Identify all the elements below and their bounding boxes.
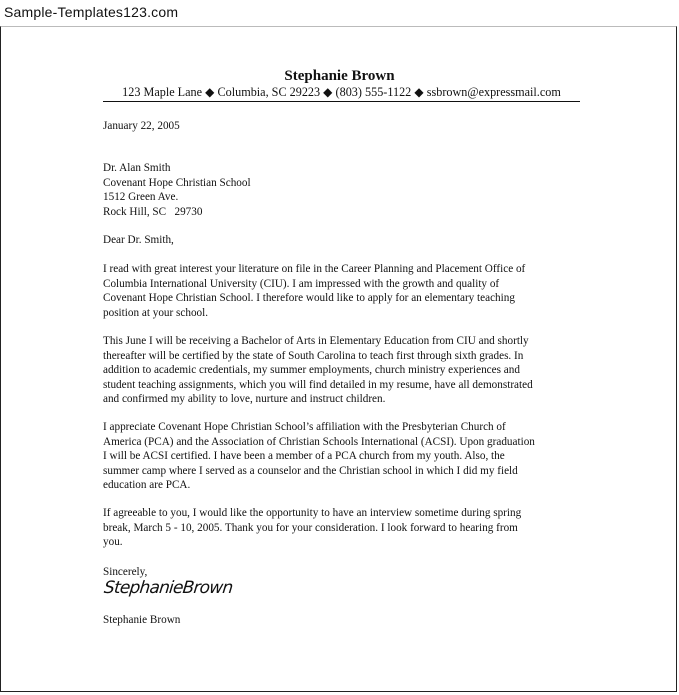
recipient-line: 1512 Green Ave.	[103, 191, 179, 204]
paragraph-line: and confirmed my ability to love, nurture and instruct children.	[103, 393, 386, 406]
signature-name: Stephanie Brown	[103, 614, 181, 626]
paragraph-line: break, March 5 - 10, 2005. Thank you for your consideration. I look forward to hearing from	[103, 521, 518, 534]
paragraph-line: student teaching assignments, which you will find detailed in my resume, have all demonstrated	[103, 378, 533, 391]
paragraph-line: I will be ACSI certified. I have been a member of a PCA church from my youth. Also, the	[103, 450, 505, 463]
closing: Sincerely,	[103, 566, 148, 578]
paragraph-line: I read with great interest your literature on file in the Career Planning and Placement Office of	[103, 263, 526, 275]
paragraph-line: thereafter will be certified by the state of South Carolina to teach first through sixth grades. In	[103, 349, 524, 362]
paragraph-line: position at your school.	[103, 306, 209, 319]
paragraph-line: If agreeable to you, I would like the opportunity to have an interview sometime during spring	[103, 507, 522, 519]
paragraph-line: America (PCA) and the Association of Christian Schools International (ACSI). Upon graduation	[103, 435, 535, 448]
letter-date: January 22, 2005	[103, 120, 180, 132]
paragraph-1	[103, 262, 583, 320]
salutation: Dear Dr. Smith,	[103, 234, 174, 246]
paragraph-3	[103, 420, 583, 493]
paragraph-line: addition to academic credentials, my summer employments, church ministry experiences and	[103, 364, 520, 377]
paragraph-line: Columbia International University (CIU). I am impressed with the growth and quality of	[103, 277, 500, 290]
site-watermark: Sample-Templates123.com	[4, 4, 179, 20]
handwritten-signature: StephanieBrown	[102, 578, 234, 598]
sender-contact-line: 123 Maple Lane ◆ Columbia, SC 29223 ◆ (803) 555-1122 ◆ ssbrown@expressmail.com	[103, 85, 580, 102]
recipient-line: Covenant Hope Christian School	[103, 176, 251, 189]
paragraph-4	[103, 506, 583, 550]
paragraph-line: summer camp where I served as a counselor and the Christian school in which I did my field	[103, 464, 518, 477]
paragraph-2	[103, 334, 583, 407]
paragraph-line: I appreciate Covenant Hope Christian School’s affiliation with the Presbyterian Church of	[103, 421, 506, 433]
paragraph-line: education are PCA.	[103, 479, 191, 492]
paragraph-line: Covenant Hope Christian School. I therefore would like to apply for an elementary teaching	[103, 292, 515, 305]
recipient-address	[103, 161, 583, 219]
paragraph-line: This June I will be receiving a Bachelor of Arts in Elementary Education from CIU and shortly	[103, 335, 529, 347]
paragraph-line: you.	[103, 536, 123, 549]
recipient-line: Dr. Alan Smith	[103, 162, 171, 174]
recipient-line: Rock Hill, SC 29730	[103, 205, 203, 218]
sender-name: Stephanie Brown	[284, 68, 395, 84]
